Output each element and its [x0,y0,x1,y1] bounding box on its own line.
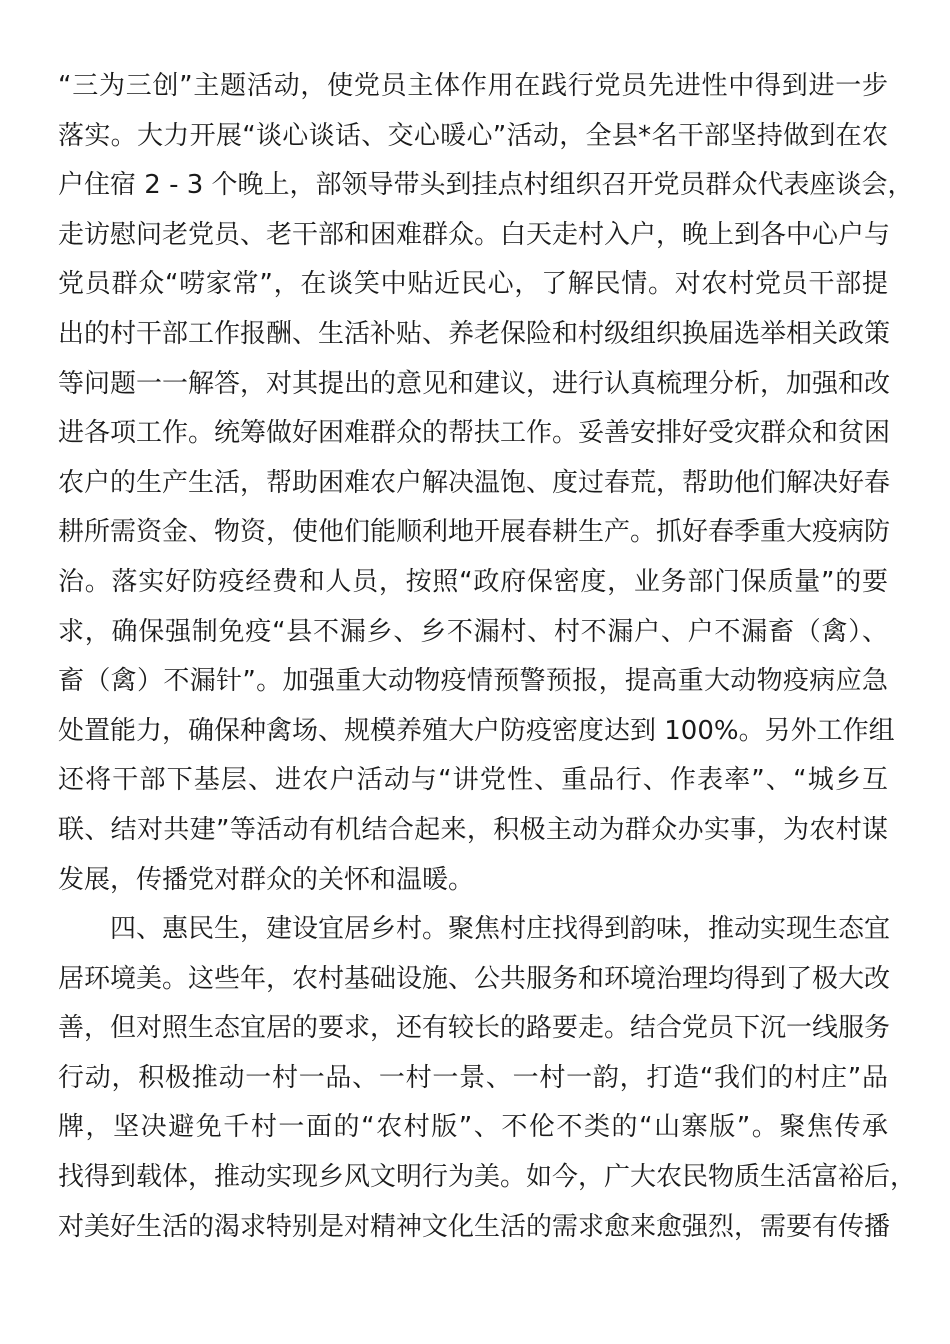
text-line: 牌，坚决避免千村一面的“农村版”、不伦不类的“山寨版”。聚焦传承 [58,1112,888,1143]
text-line: 联、结对共建”等活动有机结合起来，积极主动为群众办实事，为农村谋 [58,814,888,845]
text-line: 出的村干部工作报酬、生活补贴、养老保险和村级组织换届选举相关政策 [58,318,891,349]
text-line: 进各项工作。统筹做好困难群众的帮扶工作。妥善安排好受灾群众和贫困 [58,418,891,449]
text-line: 处置能力，确保种禽场、规模养殖大户防疫密度达到 100%。另外工作组 [58,715,895,746]
text-line: 居环境美。这些年，农村基础设施、公共服务和环境治理均得到了极大改 [58,963,891,994]
text-line-section-heading: 四、惠民生，建设宜居乡村。聚焦村庄找得到韵味，推动实现生态宜 [58,914,891,945]
text-line: 治。落实好防疫经费和人员，按照“政府保密度，业务部门保质量”的要 [58,566,888,597]
text-line: “三为三创”主题活动，使党员主体作用在践行党员先进性中得到进一步 [58,71,888,101]
text-line: 耕所需资金、物资，使他们能顺利地开展春耕生产。抓好春季重大疫病防 [58,517,891,548]
text-line: 农户的生产生活，帮助困难农户解决温饱、度过春荒，帮助他们解决好春 [58,467,891,498]
text-line: 走访慰问老党员、老干部和困难群众。白天走村入户，晚上到各中心户与 [58,219,891,250]
text-line: 党员群众“唠家常”，在谈笑中贴近民心，了解民情。对农村党员干部提 [58,269,888,300]
text-line: 户住宿 2 - 3 个晚上，部领导带头到挂点村组织召开党员群众代表座谈会， [58,170,914,201]
text-line: 落实。大力开展“谈心谈话、交心暖心”活动，全县*名干部坚持做到在农 [58,120,888,151]
text-line: 畜（禽）不漏针”。加强重大动物疫情预警预报，提高重大动物疫病应急 [58,666,888,697]
text-line: 善，但对照生态宜居的要求，还有较长的路要走。结合党员下沉一线服务 [58,1013,891,1044]
text-line: 找得到载体，推动实现乡风文明行为美。如今，广大农民物质生活富裕后， [58,1162,917,1193]
text-line: 行动，积极推动一村一品、一村一景、一村一韵，打造“我们的村庄”品 [58,1062,888,1093]
text-line: 还将干部下基层、进农户活动与“讲党性、重品行、作表率”、“城乡互 [58,765,888,796]
text-line: 对美好生活的渴求特别是对精神文化生活的需求愈来愈强烈，需要有传播 [58,1211,891,1242]
text-line: 等问题一一解答，对其提出的意见和建议，进行认真梳理分析，加强和改 [58,368,891,399]
text-line: 求，确保强制免疫“县不漏乡、乡不漏村、村不漏户、户不漏畜（禽）、 [58,616,888,647]
text-line-paragraph-end: 发展，传播党对群众的关怀和温暖。 [58,864,475,895]
body-text [58,62,917,1252]
